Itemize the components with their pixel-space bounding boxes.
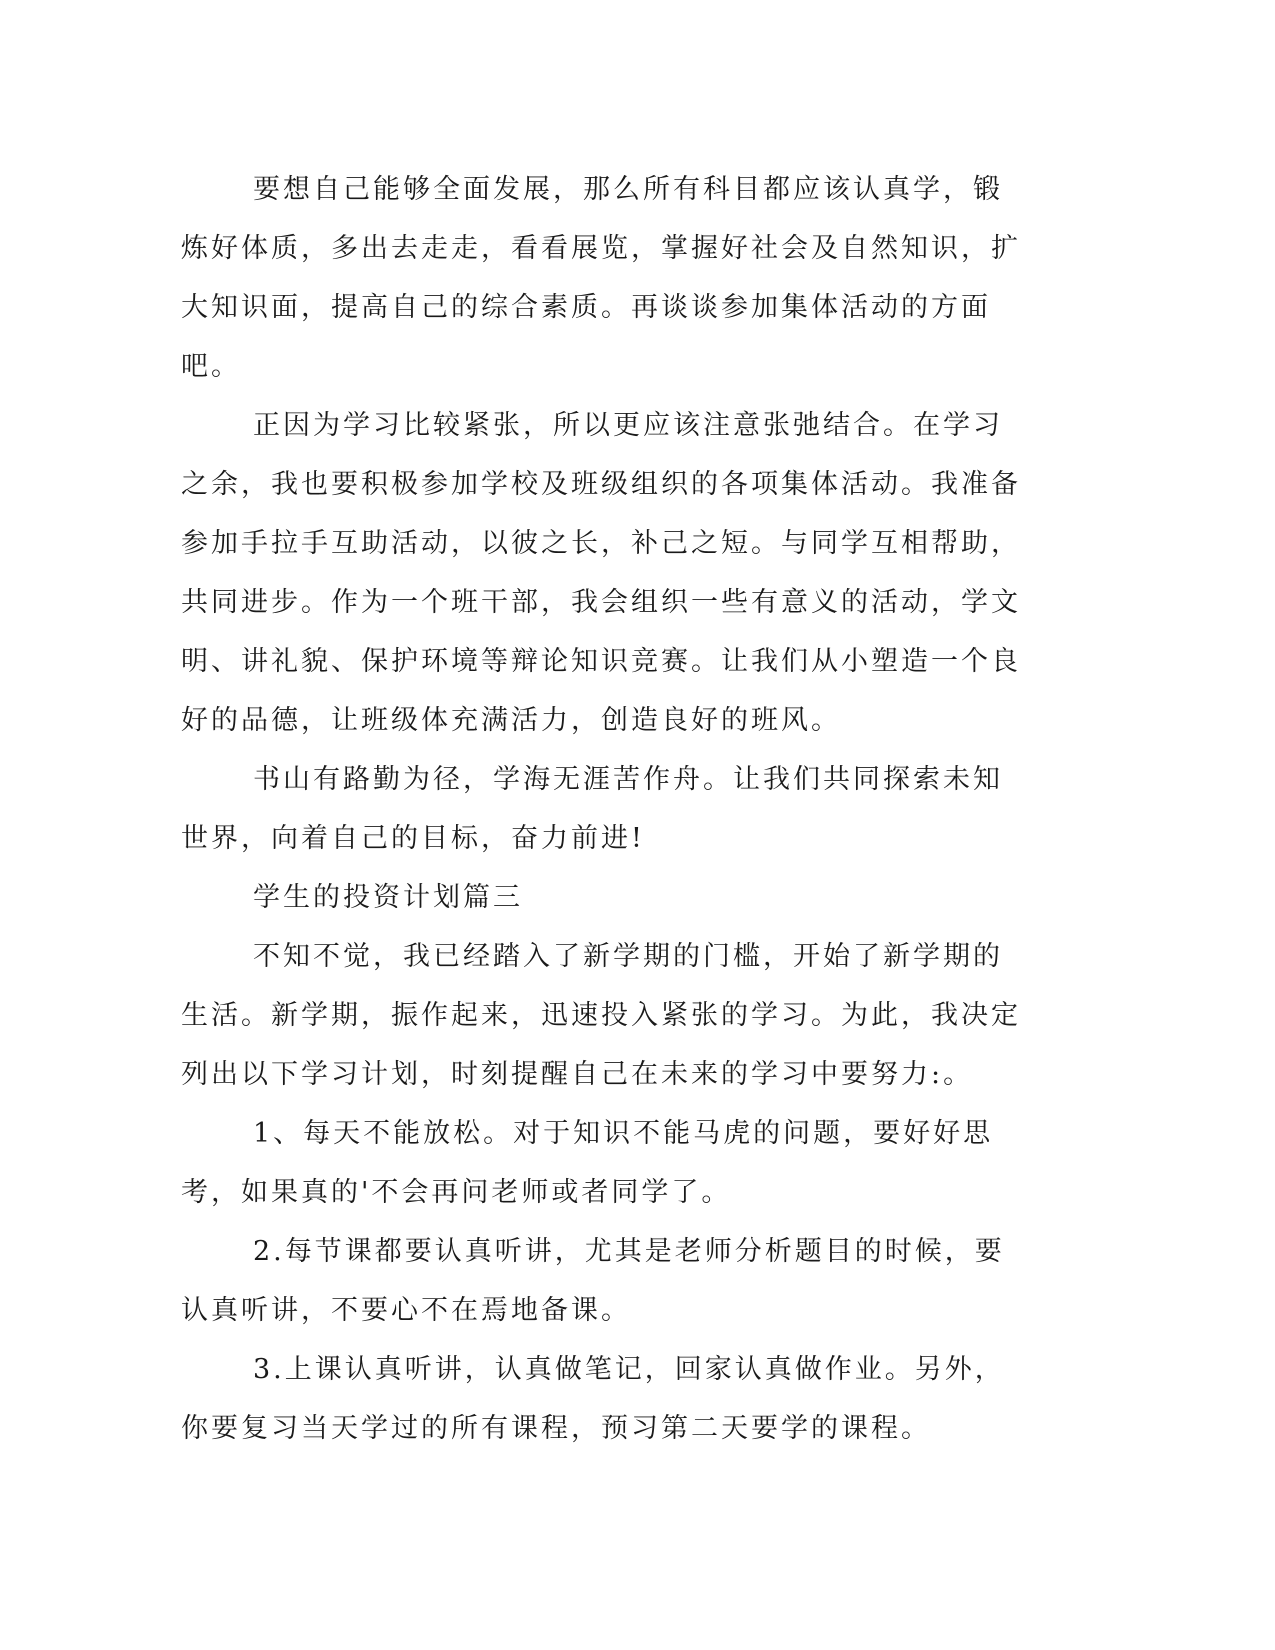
paragraph: 正因为学习比较紧张，所以更应该注意张弛结合。在学习之余，我也要积极参加学校及班级组织的各项集体活动。我准备参加手拉手互助活动，以彼之长，补己之短。与同学互相帮助，共同进步。作为一个班干部，我会组织一些有意义的活动，学文明、讲礼貌、保护环境等辩论知识竞赛。让我们从小塑造一个良好的品德，让班级体充满活力，创造良好的班风。: [181, 410, 1021, 736]
paragraph: 书山有路勤为径，学海无涯苦作舟。让我们共同探索未知世界，向着自己的目标，奋力前进!: [181, 764, 1003, 854]
list-item: 1、每天不能放松。对于知识不能马虎的问题，要好好思考，如果真的'不会再问老师或者同学了。: [181, 1118, 994, 1208]
document-body: [181, 160, 1031, 1458]
list-item: 2.每节课都要认真听讲，尤其是老师分析题目的时候，要认真听讲，不要心不在焉地备课。: [181, 1236, 1005, 1326]
section-heading: 学生的投资计划篇三: [253, 882, 523, 913]
list-item: 3.上课认真听讲，认真做笔记，回家认真做作业。另外，你要复习当天学过的所有课程，预习第二天要学的课程。: [181, 1354, 1005, 1444]
paragraph: 不知不觉，我已经踏入了新学期的门槛，开始了新学期的生活。新学期，振作起来，迅速投入紧张的学习。为此，我决定列出以下学习计划，时刻提醒自己在未来的学习中要努力:。: [181, 941, 1021, 1090]
paragraph: 要想自己能够全面发展，那么所有科目都应该认真学，锻炼好体质，多出去走走，看看展览，掌握好社会及自然知识，扩大知识面，提高自己的综合素质。再谈谈参加集体活动的方面吧。: [181, 174, 1021, 382]
